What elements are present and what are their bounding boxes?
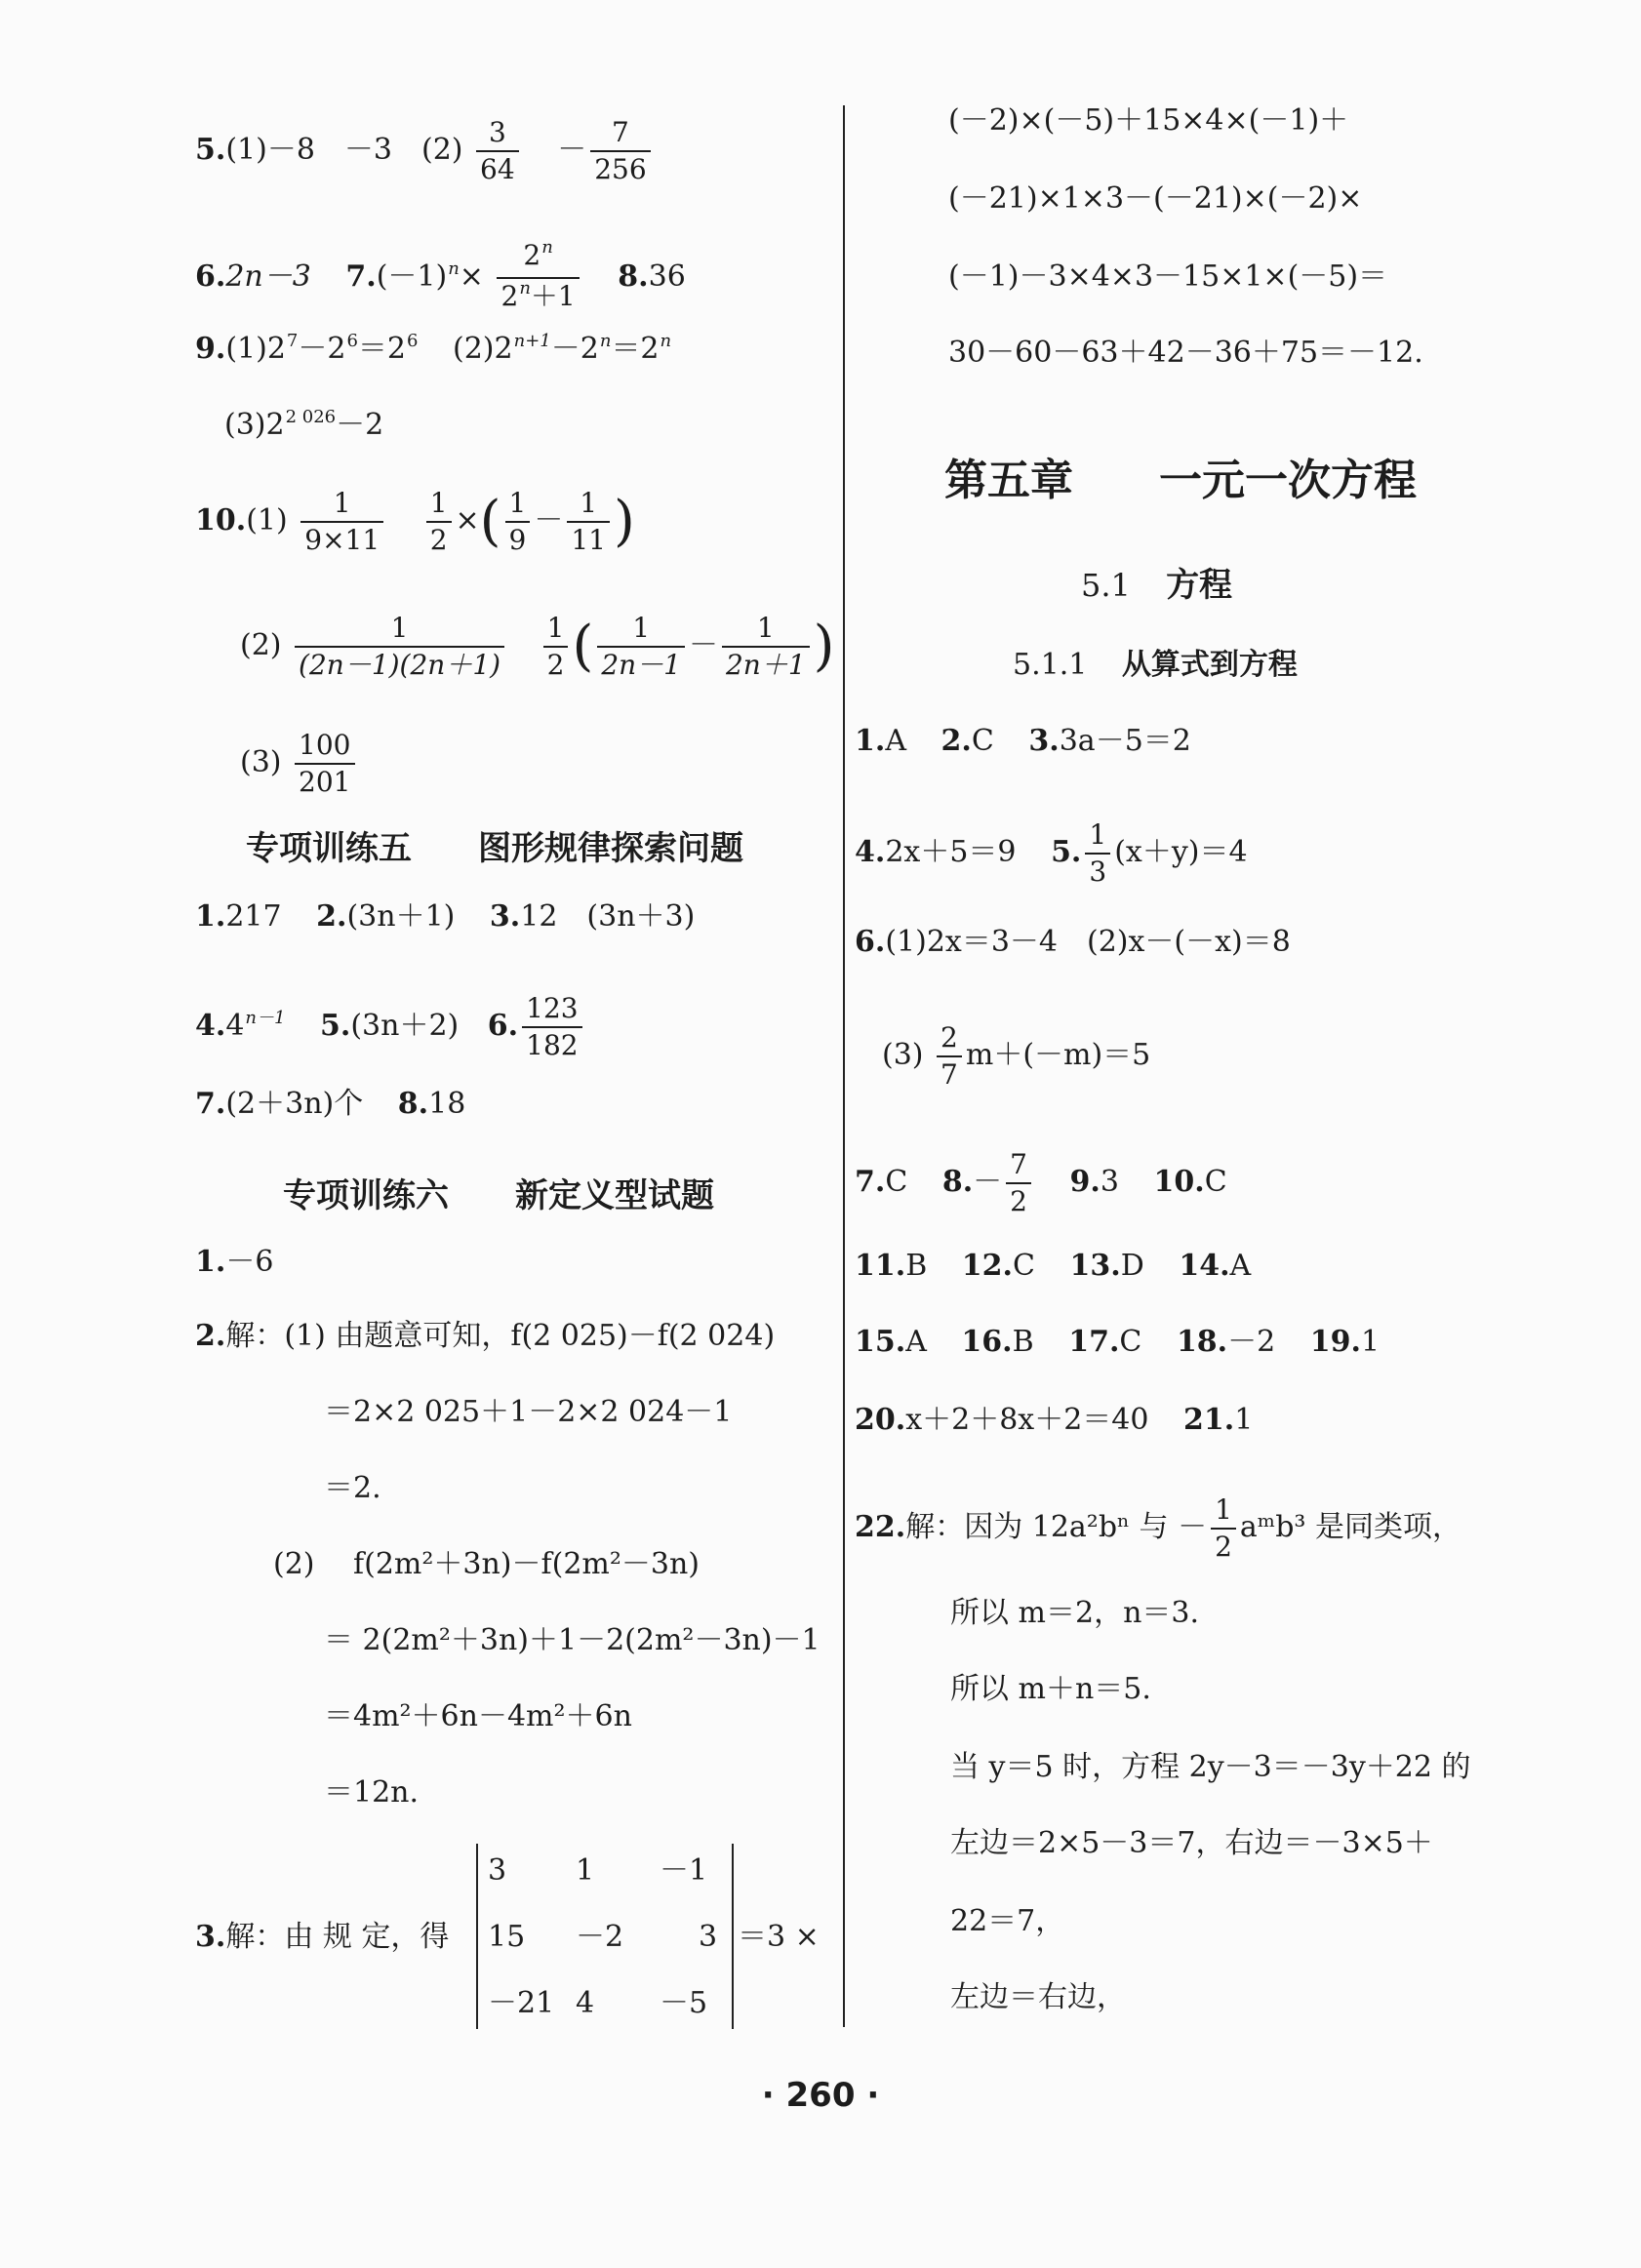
denominator: 2 bbox=[426, 521, 452, 556]
answer-text: 2x＋5＝9 bbox=[885, 835, 1017, 869]
fraction bbox=[590, 117, 650, 185]
item-number: 18. bbox=[1176, 1325, 1228, 1359]
answer-10-3 bbox=[240, 730, 359, 798]
fraction bbox=[722, 613, 810, 681]
times-sign: × bbox=[455, 503, 480, 537]
item-number: 22. bbox=[855, 1510, 906, 1544]
determinant bbox=[476, 1844, 734, 2029]
answers-11-14 bbox=[855, 1249, 1251, 1284]
matrix-cell: 3 bbox=[699, 1920, 718, 1954]
answer-text: (1)－8 －3 (2) bbox=[225, 133, 463, 167]
exponent: 7 bbox=[286, 331, 299, 351]
denominator: 64 bbox=[476, 150, 519, 185]
answer-5 bbox=[195, 117, 655, 185]
exponent: 6 bbox=[346, 331, 358, 351]
answer-text: C bbox=[885, 1165, 908, 1199]
item-number: 6. bbox=[195, 259, 226, 294]
denominator: 7 bbox=[937, 1055, 962, 1091]
minus-sign: － bbox=[534, 503, 564, 537]
minus-sign: － bbox=[557, 133, 587, 167]
item-number: 19. bbox=[1309, 1325, 1361, 1359]
answer-text: D bbox=[1120, 1249, 1144, 1283]
answer-9 bbox=[195, 332, 671, 371]
fraction bbox=[295, 613, 504, 681]
fraction bbox=[937, 1022, 962, 1091]
answer-text: 3a－5＝2 bbox=[1059, 724, 1191, 758]
calc-line: (－2)×(－5)＋15×4×(－1)＋ bbox=[948, 103, 1349, 138]
numerator: 1 bbox=[756, 612, 775, 644]
answer-22 bbox=[855, 1494, 1461, 1563]
minus-sign: － bbox=[688, 628, 718, 662]
answer-text: (2)2 bbox=[453, 332, 513, 366]
item-number: 17. bbox=[1068, 1325, 1120, 1359]
item-number: 5. bbox=[1051, 835, 1082, 869]
answer-text: C bbox=[1119, 1325, 1142, 1359]
exponent: n bbox=[660, 331, 672, 351]
item-number: 7. bbox=[195, 1087, 226, 1121]
answer-text: (3n＋2) bbox=[350, 1009, 460, 1043]
fraction bbox=[497, 237, 579, 316]
item-number: 6. bbox=[855, 925, 886, 959]
answer-text: －6 bbox=[225, 1245, 274, 1279]
item-number: 9. bbox=[195, 332, 226, 366]
item-number: 5. bbox=[195, 133, 226, 167]
right-paren: ) bbox=[813, 615, 835, 678]
answer-text: A bbox=[905, 1325, 927, 1359]
item-number: 15. bbox=[855, 1325, 906, 1359]
answer-text: (1) bbox=[246, 503, 288, 537]
denominator: 2n－1 bbox=[597, 646, 685, 681]
item-number: 5. bbox=[320, 1009, 351, 1043]
solution-line: 所以 m＝2，n＝3. bbox=[950, 1596, 1200, 1630]
denominator: 2 bbox=[1211, 1528, 1236, 1563]
solution-line: 22＝7， bbox=[950, 1904, 1065, 1938]
answer-text: A bbox=[885, 724, 906, 758]
numerator: 100 bbox=[299, 729, 351, 761]
matrix-cell: 15 bbox=[488, 1920, 526, 1954]
matrix-cell: －2 bbox=[576, 1920, 624, 1954]
item-number: 3. bbox=[489, 899, 521, 934]
item-number: 9. bbox=[1069, 1165, 1101, 1199]
answer-text: 1 bbox=[1360, 1325, 1381, 1359]
item-number: 6. bbox=[487, 1009, 519, 1043]
item-number: 4. bbox=[855, 835, 886, 869]
tail: ＋1 bbox=[530, 280, 576, 312]
item-number: 12. bbox=[961, 1249, 1013, 1283]
item-number: 8. bbox=[397, 1087, 429, 1121]
fraction bbox=[543, 613, 569, 681]
answer-text: (3n＋1) bbox=[346, 899, 456, 934]
answer-text: B bbox=[905, 1249, 928, 1283]
matrix-cell: 1 bbox=[576, 1853, 595, 1888]
denominator bbox=[497, 277, 579, 316]
answer-text: C bbox=[1013, 1249, 1035, 1283]
denominator: 11 bbox=[567, 521, 610, 556]
answer-text: 4 bbox=[225, 1009, 245, 1043]
solution-line: ＝4m²＋6n－4m²＋6n bbox=[324, 1699, 632, 1733]
item-number: 10. bbox=[1153, 1165, 1205, 1199]
fraction bbox=[1006, 1149, 1031, 1217]
times-sign: × bbox=[459, 259, 484, 294]
answer-text: (3) bbox=[240, 745, 282, 779]
item-number: 1. bbox=[195, 1245, 226, 1279]
left-paren: ( bbox=[479, 490, 501, 553]
fraction bbox=[476, 117, 519, 185]
answer-text: (1)2 bbox=[225, 332, 286, 366]
exponent: n bbox=[519, 278, 531, 298]
numerator: 123 bbox=[526, 992, 579, 1024]
fraction bbox=[300, 488, 383, 556]
item-number: 13. bbox=[1069, 1249, 1121, 1283]
denominator: 2n＋1 bbox=[722, 646, 810, 681]
exponent: 6 bbox=[407, 331, 419, 351]
answer-text: (－1) bbox=[376, 259, 448, 294]
item-number: 11. bbox=[855, 1249, 906, 1283]
matrix-cell: 3 bbox=[488, 1853, 507, 1888]
subsection-title bbox=[1013, 648, 1298, 683]
numerator: 7 bbox=[1010, 1148, 1027, 1180]
answer-text: x＋2＋8x＋2＝40 bbox=[905, 1403, 1149, 1437]
answers-20-21 bbox=[855, 1403, 1253, 1438]
numerator: 1 bbox=[508, 487, 527, 519]
numerator bbox=[519, 237, 556, 277]
answer-text: －2 bbox=[1227, 1325, 1276, 1359]
answer-text: 3 bbox=[1100, 1165, 1119, 1199]
column-divider bbox=[843, 105, 845, 2027]
answer-text: 1 bbox=[1234, 1403, 1254, 1437]
special-6-answer-1 bbox=[195, 1245, 273, 1280]
answer-text: 解：因为 12a²bⁿ 与 － bbox=[905, 1510, 1208, 1544]
answer-text: 217 bbox=[225, 899, 282, 934]
answer-text: ＝2 bbox=[611, 332, 660, 366]
exponent: n bbox=[541, 237, 553, 258]
item-number: 10. bbox=[195, 503, 247, 537]
special-5-row-2 bbox=[195, 993, 586, 1061]
answer-text: 18 bbox=[428, 1087, 466, 1121]
denominator: 182 bbox=[522, 1026, 581, 1061]
answer-text: －2 bbox=[298, 332, 346, 366]
answer-6-3 bbox=[882, 1022, 1150, 1091]
fraction bbox=[295, 730, 354, 798]
item-number: 21. bbox=[1183, 1403, 1235, 1437]
section-number: 5.1 bbox=[1081, 567, 1131, 604]
answer-text: 36 bbox=[648, 259, 686, 294]
page-number: · 260 · bbox=[761, 2076, 880, 2115]
subsection-number: 5.1.1 bbox=[1013, 648, 1088, 682]
answer-text: (3)2 bbox=[224, 408, 285, 442]
answer-text: (3) bbox=[882, 1038, 924, 1072]
answer-text: C bbox=[971, 724, 994, 758]
exponent: 2 026 bbox=[285, 407, 337, 427]
answer-text: (1)2x＝3－4 (2)x－(－x)＝8 bbox=[885, 925, 1291, 959]
numerator: 3 bbox=[488, 116, 506, 148]
answer-text: (2＋3n)个 bbox=[225, 1087, 364, 1121]
answers-1-3 bbox=[855, 724, 1191, 759]
matrix-cell: 4 bbox=[576, 1986, 595, 2020]
item-number: 16. bbox=[961, 1325, 1013, 1359]
answers-15-19 bbox=[855, 1325, 1380, 1360]
item-number: 8. bbox=[941, 1165, 974, 1199]
fraction bbox=[1211, 1494, 1236, 1563]
fraction bbox=[426, 488, 452, 556]
section-title bbox=[1081, 568, 1232, 603]
calc-line: 30－60－63＋42－36＋75＝－12. bbox=[948, 336, 1423, 370]
answers-6-8 bbox=[195, 237, 686, 316]
denominator: 256 bbox=[590, 150, 650, 185]
solution-line: 左边＝右边， bbox=[950, 1980, 1126, 2014]
fraction bbox=[597, 613, 685, 681]
solution-line: ＝2. bbox=[324, 1471, 381, 1505]
answers-4-5 bbox=[855, 819, 1248, 888]
fraction bbox=[505, 488, 531, 556]
numerator: 1 bbox=[632, 612, 651, 644]
denominator: 9×11 bbox=[300, 521, 383, 556]
right-paren: ) bbox=[614, 490, 635, 553]
item-number: 7. bbox=[855, 1165, 886, 1199]
exponent: n+1 bbox=[513, 331, 551, 351]
answer-10-2 bbox=[240, 613, 835, 681]
numerator: 1 bbox=[390, 612, 409, 644]
item-number: 3. bbox=[1028, 724, 1060, 758]
special-6-answer-2 bbox=[195, 1319, 775, 1354]
answer-text: 解：由 规 定，得 bbox=[225, 1920, 450, 1954]
fraction bbox=[522, 993, 581, 1061]
matrix-cell: －1 bbox=[660, 1853, 708, 1888]
fraction bbox=[567, 488, 610, 556]
solution-line: 左边＝2×5－3＝7，右边＝－3×5＋ bbox=[950, 1826, 1433, 1860]
answer-text: (2) bbox=[240, 628, 282, 662]
solution-line: ＝3 × bbox=[738, 1920, 820, 1954]
answer-9-3 bbox=[224, 408, 383, 447]
answer-10-1 bbox=[195, 488, 635, 556]
item-number: 8. bbox=[618, 259, 649, 294]
item-number: 2. bbox=[941, 724, 972, 758]
answer-text: 2n－3 bbox=[225, 259, 311, 294]
denominator: 2 bbox=[1006, 1182, 1031, 1217]
answer-text: ＝2 bbox=[357, 332, 407, 366]
special-6-answer-3 bbox=[195, 1920, 449, 1955]
answer-text: A bbox=[1229, 1249, 1252, 1283]
solution-line: ＝12n. bbox=[324, 1775, 420, 1810]
matrix-cell: －5 bbox=[660, 1986, 708, 2020]
left-paren: ( bbox=[572, 615, 594, 678]
answer-text: 12 (3n＋3) bbox=[520, 899, 696, 934]
denominator: 2 bbox=[543, 646, 569, 681]
numerator: 7 bbox=[612, 116, 629, 148]
numerator: 1 bbox=[1089, 818, 1107, 851]
answer-text: 解：(1) 由题意可知，f(2 025)－f(2 024) bbox=[225, 1319, 776, 1353]
denominator: 201 bbox=[295, 763, 354, 798]
item-number: 7. bbox=[345, 259, 377, 294]
solution-line: 当 y＝5 时，方程 2y－3＝－3y＋22 的 bbox=[950, 1750, 1471, 1784]
numerator: 1 bbox=[1215, 1493, 1232, 1526]
item-number: 2. bbox=[316, 899, 347, 934]
calc-line: (－1)－3×4×3－15×1×(－5)＝ bbox=[948, 259, 1388, 294]
numerator: 1 bbox=[580, 487, 598, 519]
denominator: (2n－1)(2n＋1) bbox=[295, 646, 504, 681]
solution-line: 所以 m＋n＝5. bbox=[950, 1672, 1151, 1706]
solution-line: ＝ 2(2m²＋3n)＋1－2(2m²－3n)－1 bbox=[324, 1623, 820, 1657]
subsection-name: 从算式到方程 bbox=[1121, 648, 1298, 682]
exponent: n bbox=[599, 331, 612, 351]
solution-line: ＝2×2 025＋1－2×2 024－1 bbox=[324, 1395, 733, 1429]
item-number: 4. bbox=[195, 1009, 226, 1043]
item-number: 1. bbox=[195, 899, 226, 934]
section-name: 方程 bbox=[1166, 566, 1233, 605]
base: 2 bbox=[500, 280, 519, 312]
numerator: 1 bbox=[333, 487, 351, 519]
section-heading: 专项训练五 图形规律探索问题 bbox=[246, 829, 743, 868]
fraction bbox=[1085, 819, 1110, 888]
numerator: 2 bbox=[941, 1021, 958, 1054]
answer-text: aᵐb³ 是同类项， bbox=[1239, 1510, 1461, 1544]
calc-line: (－21)×1×3－(－21)×(－2)× bbox=[948, 181, 1363, 216]
item-number: 3. bbox=[195, 1920, 226, 1954]
answer-text: －2 bbox=[336, 408, 384, 442]
minus-sign: － bbox=[973, 1165, 1003, 1199]
denominator: 9 bbox=[505, 521, 531, 556]
special-5-row-1 bbox=[195, 899, 695, 935]
answers-7-10 bbox=[855, 1149, 1227, 1217]
answer-text: －2 bbox=[550, 332, 599, 366]
numerator: 1 bbox=[429, 487, 448, 519]
item-number: 2. bbox=[195, 1319, 226, 1353]
item-number: 14. bbox=[1179, 1249, 1230, 1283]
item-number: 1. bbox=[855, 724, 886, 758]
solution-line: (2) f(2m²＋3n)－f(2m²－3n) bbox=[273, 1547, 700, 1581]
answer-text: B bbox=[1012, 1325, 1034, 1359]
denominator: 3 bbox=[1085, 853, 1110, 888]
exponent: n bbox=[448, 259, 460, 279]
chapter-title: 第五章 一元一次方程 bbox=[944, 456, 1417, 505]
exponent: n－1 bbox=[245, 1008, 286, 1028]
numerator: 1 bbox=[546, 612, 565, 644]
answer-6 bbox=[855, 925, 1291, 960]
answer-text: (x＋y)＝4 bbox=[1114, 835, 1248, 869]
base: 2 bbox=[523, 239, 541, 271]
special-5-row-3 bbox=[195, 1087, 465, 1122]
page-number-value: 260 bbox=[785, 2076, 856, 2115]
matrix-cell: －21 bbox=[488, 1986, 555, 2020]
answer-text: C bbox=[1204, 1165, 1227, 1199]
section-heading: 专项训练六 新定义型试题 bbox=[283, 1176, 714, 1215]
item-number: 20. bbox=[855, 1403, 906, 1437]
answer-text: m＋(－m)＝5 bbox=[965, 1038, 1151, 1072]
